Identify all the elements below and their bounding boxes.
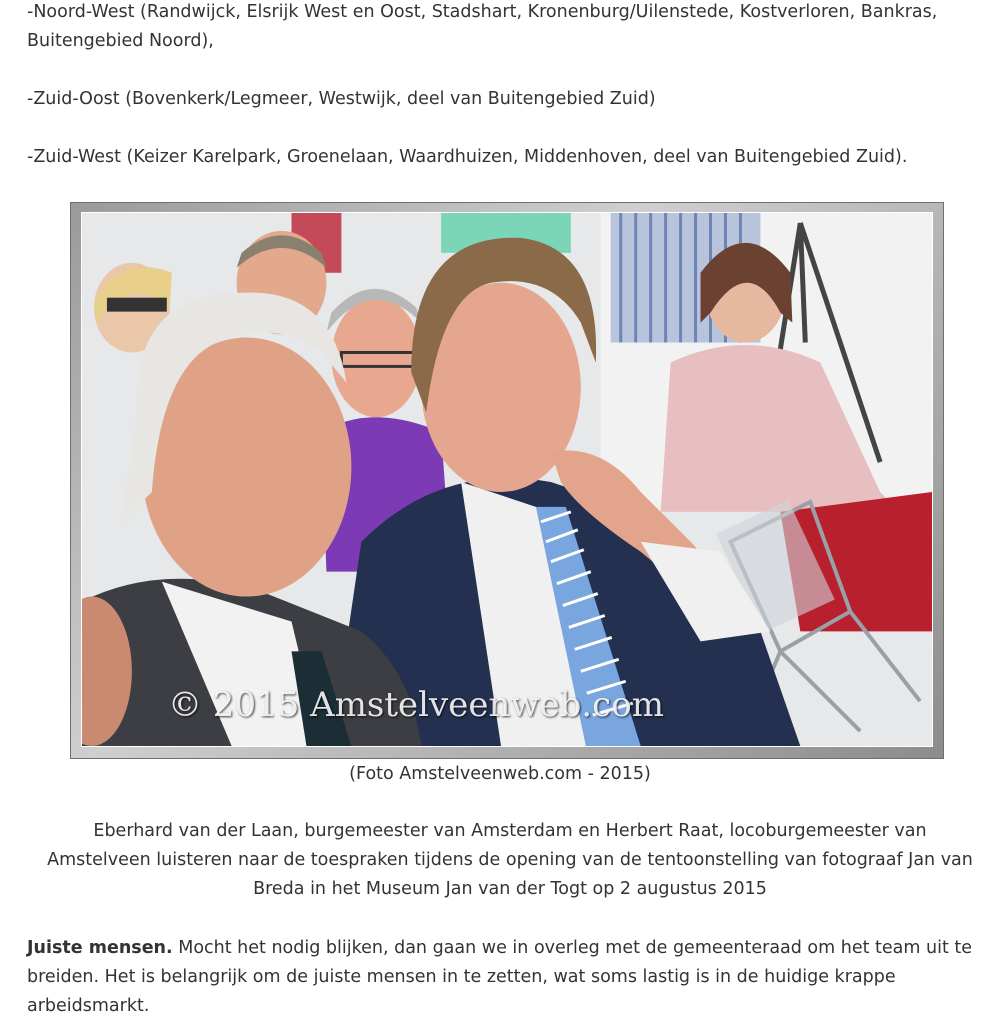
photo-frame bbox=[70, 202, 944, 759]
photo-illustration bbox=[82, 213, 932, 746]
paragraph-lead: Juiste mensen. bbox=[27, 938, 173, 958]
paragraph-zuid-west: -Zuid-West (Keizer Karelpark, Groenelaan, Waardhuizen, Middenhoven, deel van Buitengebied Zuid). bbox=[27, 147, 908, 167]
article-photo[interactable] bbox=[81, 212, 933, 747]
photo-caption: Eberhard van der Laan, burgemeester van Amsterdam en Herbert Raat, locoburgemeester van Amstelveen luisteren naar de toespraken tijdens de opening van de tentoonstelling van fotograaf Jan van Breda in het Museum Jan van der Togt op 2 augustus 2015 bbox=[47, 821, 973, 899]
paragraph-noord-west: -Noord-West (Randwijck, Elsrijk West en Oost, Stadshart, Kronenburg/Uilenstede, Kostverloren, Bankras, Buitengebied Noord), bbox=[27, 2, 938, 51]
paragraph-zuid-oost: -Zuid-Oost (Bovenkerk/Legmeer, Westwijk, deel van Buitengebied Zuid) bbox=[27, 89, 656, 109]
photo-credit: (Foto Amstelveenweb.com - 2015) bbox=[349, 764, 651, 784]
paragraph-juiste-mensen bbox=[27, 934, 987, 1021]
paragraph-body: Mocht het nodig blijken, dan gaan we in overleg met de gemeenteraad om het team uit te breiden. Het is belangrijk om de juiste mensen in te zetten, wat soms lastig is in de huidige krappe arbeidsmarkt. bbox=[27, 938, 972, 1016]
photo-watermark: © 2015 Amstelveenweb.com bbox=[168, 685, 664, 725]
